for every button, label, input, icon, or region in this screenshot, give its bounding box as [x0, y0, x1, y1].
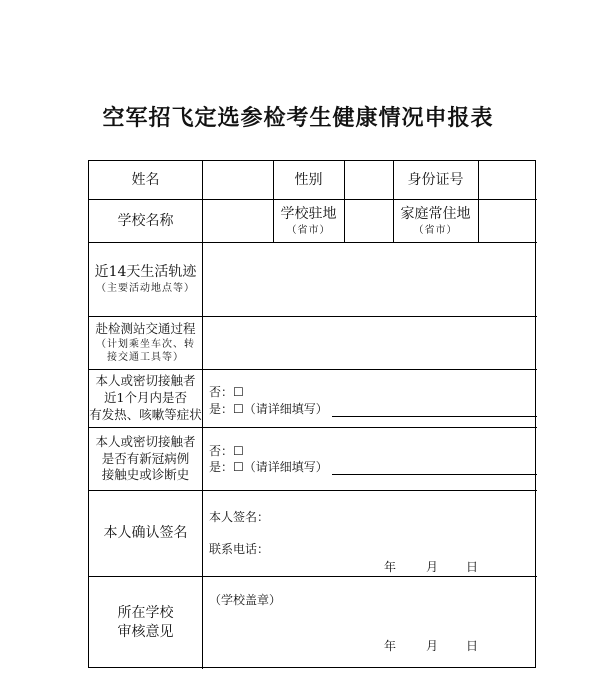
travel-history-label: [89, 243, 202, 316]
school-location-input-cell[interactable]: [345, 200, 393, 242]
confirm-signature-label: 本人确认签名: [103, 525, 188, 542]
school-name-input-cell[interactable]: [203, 200, 273, 242]
name-label: 姓名: [131, 171, 160, 188]
review-day: 日: [466, 639, 479, 653]
school-review-line-2: 审核意见: [117, 624, 174, 640]
contact-question-label: [89, 428, 202, 490]
symptoms-question-line-2: 近1个月内是否: [104, 390, 187, 406]
contact-no-option[interactable]: 否：☐: [209, 444, 244, 458]
gender-label: 性别: [294, 171, 323, 188]
transport-hint-2: 接交通工具等）: [107, 352, 184, 364]
symptoms-yes-option[interactable]: [209, 401, 537, 417]
review-year: 年: [384, 639, 397, 653]
transport-label: [89, 317, 202, 369]
transport-input-cell[interactable]: [203, 317, 535, 369]
symptoms-question-label: [89, 370, 202, 427]
health-declaration-form: [88, 160, 536, 668]
confirm-day: 日: [466, 560, 479, 574]
contact-question-line-1: 本人或密切接触者: [95, 433, 196, 449]
travel-history-input-cell[interactable]: [203, 243, 535, 316]
confirm-month: 月: [426, 560, 439, 574]
school-review-line-1: 所在学校: [117, 605, 174, 622]
form-title: 空军招飞定选参检考生健康情况申报表: [102, 105, 494, 131]
transport-text: 赴检测站交通过程: [95, 321, 196, 337]
symptoms-question-line-1: 本人或密切接触者: [95, 373, 196, 389]
contact-question-line-2: 是否有新冠病例: [101, 450, 190, 466]
confirm-year: 年: [384, 560, 397, 574]
gender-input-cell[interactable]: [345, 161, 393, 199]
symptoms-yes-text: 是：☐（请详细填写）: [209, 402, 328, 416]
contact-yes-option[interactable]: [209, 459, 537, 475]
review-month: 月: [426, 639, 439, 653]
school-location-text: 学校驻地: [280, 205, 337, 222]
id-number-input-cell[interactable]: [479, 161, 535, 199]
home-location-label: [393, 200, 478, 242]
phone-field[interactable]: 联系电话：: [209, 542, 270, 556]
travel-history-text: 近14天生活轨迹: [94, 264, 197, 281]
school-stamp-hint: （学校盖章）: [209, 593, 282, 607]
symptoms-question-line-3: 有发热、咳嗽等症状: [89, 406, 202, 422]
travel-history-hint: （主要活动地点等）: [96, 283, 195, 295]
home-location-input-cell[interactable]: [479, 200, 535, 242]
id-number-label: 身份证号: [407, 171, 464, 188]
contact-detail-line[interactable]: [332, 462, 537, 475]
contact-yes-text: 是：☐（请详细填写）: [209, 460, 328, 474]
school-location-hint: （省市）: [286, 224, 331, 236]
school-name-label: 学校名称: [117, 212, 174, 229]
signature-field[interactable]: 本人签名：: [209, 510, 270, 524]
contact-question-line-3: 接触史或诊断史: [101, 467, 190, 483]
school-review-label: [89, 577, 202, 669]
symptoms-no-option[interactable]: 否：☐: [209, 385, 244, 399]
symptoms-detail-line[interactable]: [332, 404, 537, 417]
school-location-label: [273, 200, 344, 242]
home-location-hint: （省市）: [413, 224, 458, 236]
transport-hint-1: （计划乘坐车次、转: [96, 338, 195, 350]
home-location-text: 家庭常住地: [400, 205, 471, 222]
name-input-cell[interactable]: [203, 161, 273, 199]
